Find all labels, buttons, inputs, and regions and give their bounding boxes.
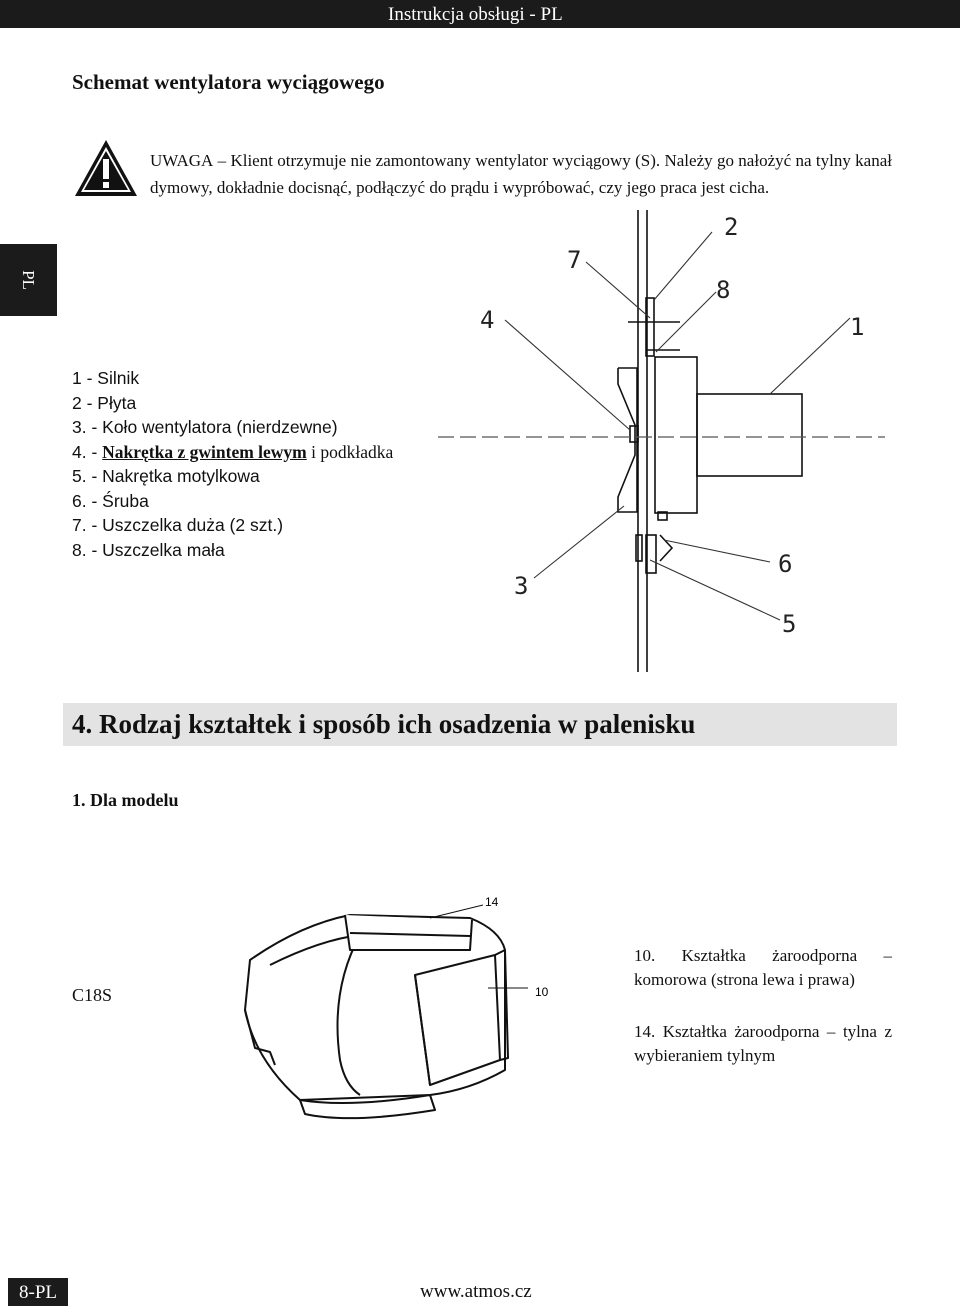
diagram-label-3: 3 (514, 572, 529, 600)
fan-diagram (430, 200, 900, 680)
warning-paragraph (150, 147, 892, 201)
warning-label: UWAGA (150, 151, 214, 170)
model-label: C18S (72, 985, 113, 1005)
part-item-3: 3. - Koło wentylatora (nierdzewne) (72, 417, 338, 437)
part-item-7: 7. - Uszczelka duża (2 szt.) (72, 515, 284, 535)
diagram-label-4: 4 (480, 306, 495, 334)
diagram-label-6: 6 (778, 550, 793, 578)
part-item-2: 2 - Płyta (72, 392, 137, 413)
section-4-heading-bar (63, 703, 897, 746)
shape-description-10: 10. Kształtka żaroodporna – komorowa (strona lewa i prawa) (634, 946, 892, 989)
subsection-heading: 1. Dla modelu (72, 790, 179, 810)
parts-list (72, 366, 393, 562)
part-item-4 (72, 440, 393, 465)
part-item-1: 1 - Silnik (72, 368, 140, 388)
part-item-8: 8. - Uszczelka mała (72, 539, 225, 560)
part-item-5: 5. - Nakrętka motylkowa (72, 466, 260, 486)
header-title: Instrukcja obsługi - PL (388, 4, 563, 25)
diagram-label-8: 8 (716, 276, 731, 304)
shape-label-10: 10 (535, 985, 549, 999)
diagram-label-7: 7 (567, 246, 582, 274)
warning-triangle-icon (73, 138, 139, 198)
warning-text: – Klient otrzymuje nie zamontowany wentylator wyciągowy (S). Należy go nałożyć na tylny kanał dymowy, dokładnie docisnąć, podłączyć do prądu i wypróbować, czy jego praca jest cicha. (150, 151, 892, 197)
diagram-label-1: 1 (850, 313, 865, 341)
shape-description-14: 14. Kształtka żaroodporna – tylna z wybieraniem tylnym (634, 1022, 892, 1065)
diagram-label-5: 5 (782, 610, 797, 638)
shape-label-14: 14 (485, 895, 499, 909)
part-item-4-prefix: 4. - (72, 441, 103, 462)
diagram-label-2: 2 (724, 213, 739, 241)
part-item-4-rest: i podkładka (306, 441, 394, 462)
language-tab-label: PL (18, 270, 38, 290)
language-side-tab (0, 244, 57, 316)
footer-url[interactable]: www.atmos.cz (420, 1281, 532, 1302)
page-number: 8-PL (8, 1278, 68, 1306)
header-bar (0, 0, 960, 28)
part-item-6: 6. - Śruba (72, 490, 149, 511)
section-heading: Schemat wentylatora wyciągowego (72, 70, 385, 94)
part-item-4-underlined: Nakrętka z gwintem lewym (102, 441, 307, 462)
refractory-shapes-drawing (220, 880, 560, 1130)
footer (0, 1278, 960, 1308)
section-4-title: 4. Rodzaj kształtek i sposób ich osadzenia w palenisku (72, 709, 696, 739)
